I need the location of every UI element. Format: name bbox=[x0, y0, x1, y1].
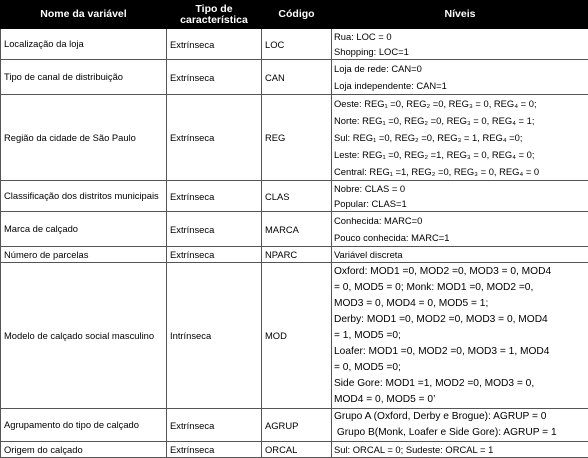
variable-type: Extrínseca bbox=[167, 181, 262, 212]
level-line: Variável discreta bbox=[334, 247, 586, 262]
variable-levels bbox=[332, 29, 588, 60]
table-row bbox=[1, 60, 588, 95]
variable-levels bbox=[332, 95, 588, 181]
variable-code: CAN bbox=[262, 60, 332, 95]
variable-levels bbox=[332, 247, 588, 263]
header-code: Código bbox=[262, 1, 332, 29]
level-line: Conhecida: MARC=0 bbox=[334, 212, 586, 229]
variable-type: Extrínseca bbox=[167, 95, 262, 181]
variable-type: Extrínseca bbox=[167, 60, 262, 95]
variable-code: NPARC bbox=[262, 247, 332, 263]
variable-type: Extrínseca bbox=[167, 442, 262, 458]
variable-code: LOC bbox=[262, 29, 332, 60]
table-row bbox=[1, 29, 588, 60]
level-line: MOD3 = 0, MOD4 = 0, MOD5 = 1; bbox=[334, 296, 586, 312]
variable-levels bbox=[332, 181, 588, 212]
level-line: Rua: LOC = 0 bbox=[334, 29, 586, 44]
variable-name: Origem do calçado bbox=[1, 442, 167, 458]
level-line: Grupo A (Oxford, Derby e Brogue): AGRUP = 0 bbox=[334, 409, 586, 425]
level-line: Oxford: MOD1 =0, MOD2 =0, MOD3 = 0, MOD4 bbox=[334, 264, 586, 280]
variable-type: Extrínseca bbox=[167, 409, 262, 442]
level-line: Shopping: LOC=1 bbox=[334, 44, 586, 59]
table-row bbox=[1, 409, 588, 442]
level-line: Derby: MOD1 =0, MOD2 =0, MOD3 = 0, MOD4 bbox=[334, 312, 586, 328]
variable-code: REG bbox=[262, 95, 332, 181]
variable-type: Extrínseca bbox=[167, 247, 262, 263]
level-line: Loja independente: CAN=1 bbox=[334, 77, 586, 94]
variable-name: Modelo de calçado social masculino bbox=[1, 263, 167, 409]
header-row bbox=[1, 1, 588, 29]
variable-name: Marca de calçado bbox=[1, 212, 167, 247]
variable-type: Intrínseca bbox=[167, 263, 262, 409]
table-row bbox=[1, 263, 588, 409]
variable-levels bbox=[332, 409, 588, 442]
header-levels: Níveis bbox=[332, 1, 588, 29]
table-row bbox=[1, 247, 588, 263]
level-line: Oeste: REG₁ =0, REG₂ =0, REG₃ = 0, REG₄ = 0; bbox=[334, 95, 586, 112]
level-line: Norte: REG₁ =0, REG₂ =0, REG₃ = 0, REG₄ = 1; bbox=[334, 112, 586, 129]
table-row bbox=[1, 212, 588, 247]
variable-levels bbox=[332, 442, 588, 458]
level-line: Nobre: CLAS = 0 bbox=[334, 181, 586, 196]
table-row bbox=[1, 181, 588, 212]
variable-name: Número de parcelas bbox=[1, 247, 167, 263]
level-line: Central: REG₁ =1, REG₂ =0, REG₃ = 0, REG₄ = 0 bbox=[334, 163, 586, 180]
variable-name: Agrupamento do tipo de calçado bbox=[1, 409, 167, 442]
variable-type: Extrínseca bbox=[167, 29, 262, 60]
level-line: Sul: REG₁ =0, REG₂ =0, REG₃ = 1, REG₄ =0; bbox=[334, 129, 586, 146]
header-name: Nome da variável bbox=[1, 1, 167, 29]
variable-name: Tipo de canal de distribuição bbox=[1, 60, 167, 95]
table-row bbox=[1, 442, 588, 458]
variable-code: AGRUP bbox=[262, 409, 332, 442]
variable-name: Localização da loja bbox=[1, 29, 167, 60]
level-line: = 1, MOD5 =0; bbox=[334, 328, 586, 344]
level-line: Loja de rede: CAN=0 bbox=[334, 60, 586, 77]
level-line: = 0, MOD5 =0; bbox=[334, 360, 586, 376]
table-row bbox=[1, 95, 588, 181]
variable-name: Região da cidade de São Paulo bbox=[1, 95, 167, 181]
variable-code: MOD bbox=[262, 263, 332, 409]
variable-levels bbox=[332, 60, 588, 95]
level-line: Pouco conhecida: MARC=1 bbox=[334, 229, 586, 246]
variable-name: Classificação dos distritos municipais bbox=[1, 181, 167, 212]
variable-code: ORCAL bbox=[262, 442, 332, 458]
level-line: = 0, MOD5 = 0; Monk: MOD1 =0, MOD2 =0, bbox=[334, 280, 586, 296]
level-line: Sul: ORCAL = 0; Sudeste: ORCAL = 1 bbox=[334, 442, 586, 457]
level-line: Grupo B(Monk, Loafer e Side Gore): AGRUP = 1 bbox=[334, 425, 586, 441]
variable-type: Extrínseca bbox=[167, 212, 262, 247]
level-line: Loafer: MOD1 =0, MOD2 =0, MOD3 = 1, MOD4 bbox=[334, 344, 586, 360]
level-line: Popular: CLAS=1 bbox=[334, 196, 586, 211]
level-line: Leste: REG₁ =0, REG₂ =1, REG₃ = 0, REG₄ = 0; bbox=[334, 146, 586, 163]
variable-levels bbox=[332, 212, 588, 247]
variable-code: MARCA bbox=[262, 212, 332, 247]
header-type: Tipo de característica bbox=[167, 1, 262, 29]
level-line: MOD4 = 0, MOD5 = 0’ bbox=[334, 392, 586, 408]
variable-levels bbox=[332, 263, 588, 409]
variable-code: CLAS bbox=[262, 181, 332, 212]
level-line: Side Gore: MOD1 =1, MOD2 =0, MOD3 = 0, bbox=[334, 376, 586, 392]
